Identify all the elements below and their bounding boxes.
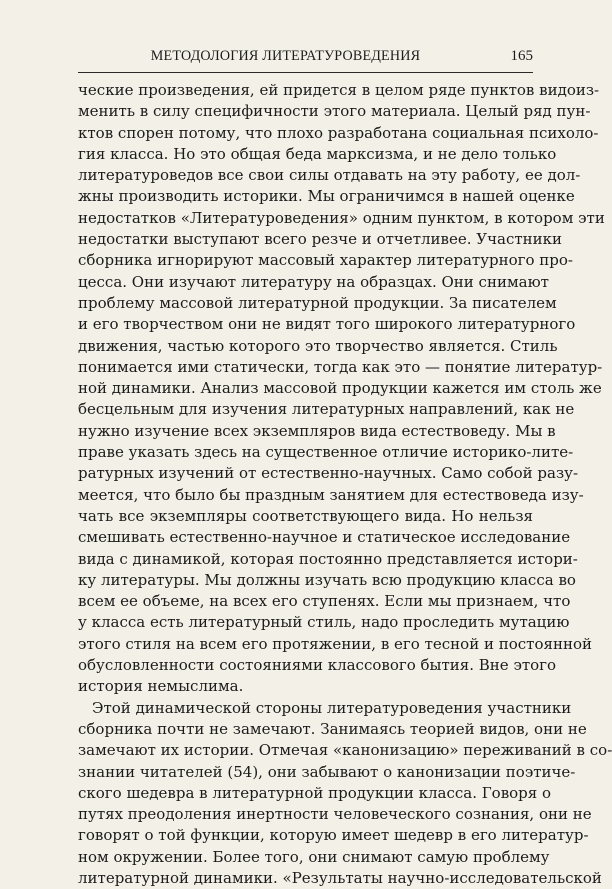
text-line: цесса. Они изучают литературу на образцах. Они снимают (78, 272, 549, 291)
header-rule (78, 72, 533, 73)
text-line: литературной динамики. «Результаты научно-исследовательской (78, 868, 602, 887)
text-line: меется, что было бы праздным занятием для естествоведа изу- (78, 485, 584, 504)
text-line: Этой динамической стороны литературоведения участники (92, 698, 572, 717)
text-line: обусловленности состояниями классового бытия. Вне этого (78, 656, 557, 675)
text-line: знании читателей (54), они забывают о канонизации поэтиче- (78, 762, 576, 781)
text-line: смешивать естественно-научное и статическое исследование (78, 528, 571, 547)
running-head (78, 48, 533, 70)
text-line: ном окружении. Более того, они снимают самую проблему (78, 847, 550, 866)
text-line: недостатков «Литературоведения» одним пунктом, в котором эти (78, 208, 605, 227)
text-line: бесцельным для изучения литературных направлений, как не (78, 400, 575, 419)
text-line: менить в силу специфичности этого материала. Целый ряд пун- (78, 102, 591, 121)
text-line: сборника почти не замечают. Занимаясь теорией видов, они не (78, 719, 587, 738)
body-text (78, 80, 612, 889)
text-line: гия класса. Но это общая беда марксизма, и не дело только (78, 144, 557, 163)
text-line: нужно изучение всех экземпляров вида естествоведу. Мы в (78, 421, 556, 440)
text-line: у класса есть литературный стиль, надо проследить мутацию (78, 613, 570, 632)
text-line: и его творчеством они не видят того широкого литературного (78, 315, 576, 334)
text-line: ратурных изучений от естественно-научных. Само собой разу- (78, 464, 579, 483)
text-line: ского шедевра в литературной продукции класса. Говоря о (78, 783, 552, 802)
text-line: ку литературы. Мы должны изучать всю продукцию класса во (78, 570, 576, 589)
text-line: всем ее объеме, на всех его ступенях. Если мы признаем, что (78, 592, 571, 611)
text-line: ческие произведения, ей придется в целом ряде пунктов видоиз- (78, 81, 600, 99)
text-line: история немыслима. (78, 677, 244, 696)
running-title: МЕТОДОЛОГИЯ ЛИТЕРАТУРОВЕДЕНИЯ (150, 48, 421, 64)
text-line: ной динамики. Анализ массовой продукции кажется им столь же (78, 379, 602, 398)
text-line: недостатки выступают всего резче и отчетливее. Участники (78, 230, 563, 249)
text-line: движения, частью которого это творчество является. Стиль (78, 336, 558, 355)
page-number: 165 (510, 48, 533, 64)
text-line: праве указать здесь на существенное отличие историко-лите- (78, 443, 574, 462)
text-line: понимается ими статически, тогда как это — понятие литератур- (78, 357, 603, 376)
text-line: вида с динамикой, которая постоянно представляется истори- (78, 549, 578, 568)
text-line: проблему массовой литературной продукции. За писателем (78, 293, 557, 312)
text-line: замечают их истории. Отмечая «канонизацию» переживаний в со- (78, 741, 612, 760)
text-line: говорят о той функции, которую имеет шедевр в его литератур- (78, 826, 589, 845)
text-line: этого стиля на всем его протяжении, в его тесной и постоянной (78, 634, 592, 653)
text-line: путях преодоления инертности человеческого сознания, они не (78, 805, 592, 824)
text-line: сборника игнорируют массовый характер литературного про- (78, 251, 573, 270)
text-line: ктов спорен потому, что плохо разработана социальная психоло- (78, 123, 599, 142)
text-line: жны производить историки. Мы ограничимся в нашей оценке (78, 187, 575, 206)
text-line: чать все экземпляры соответствующего вида. Но нельзя (78, 506, 533, 525)
text-line: литературоведов все свои силы отдавать на эту работу, ее дол- (78, 166, 581, 185)
